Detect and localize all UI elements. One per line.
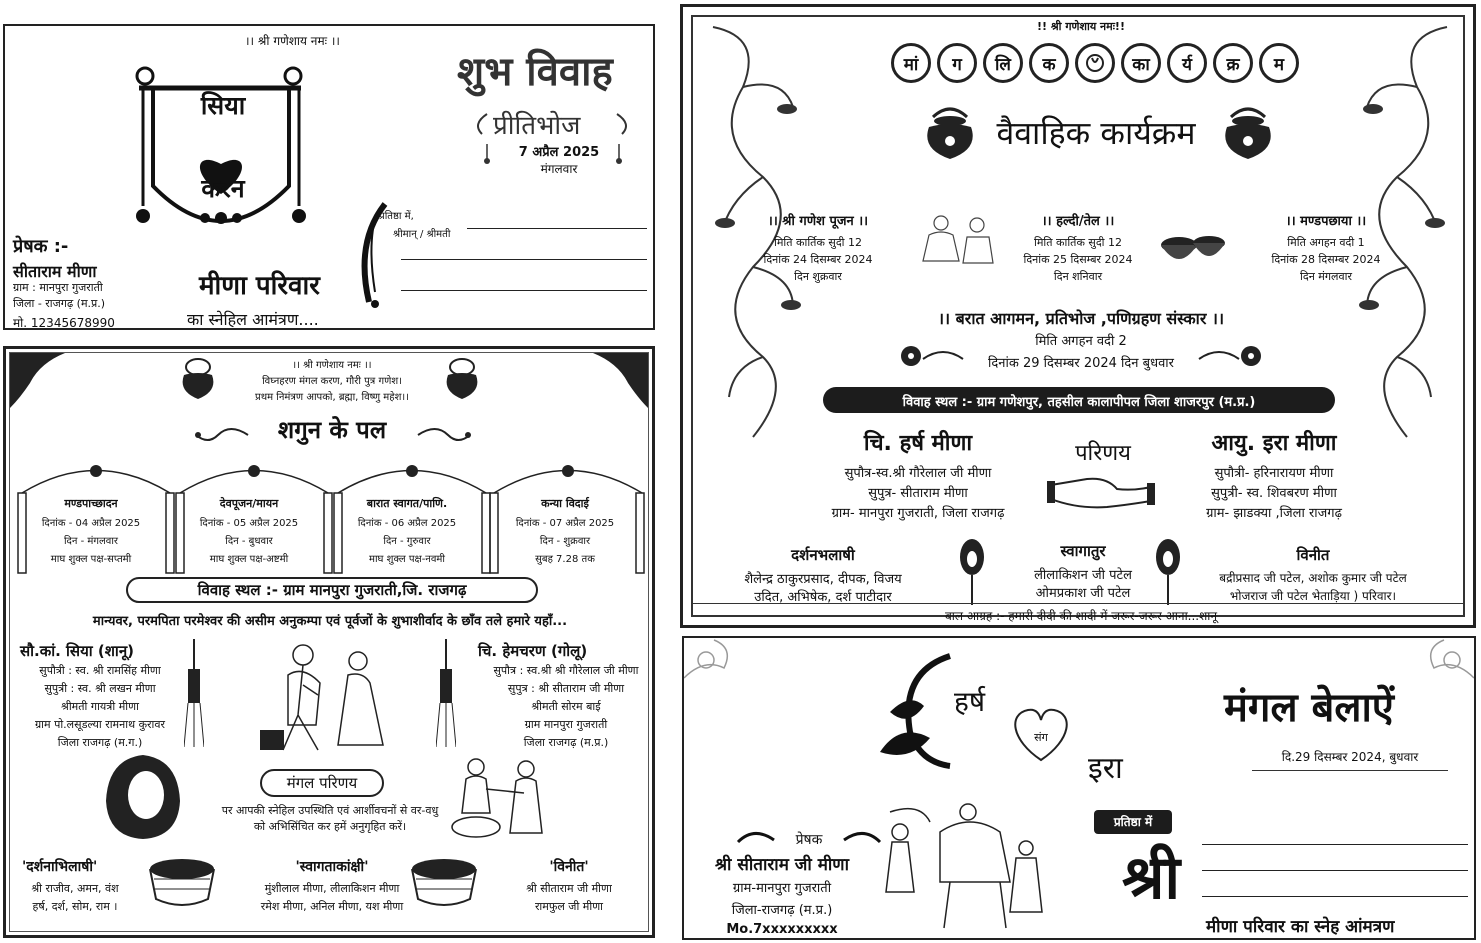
name-ira: इरा xyxy=(1088,751,1123,786)
sender-district: जिला-राजगढ़ (म.प्र.) xyxy=(731,903,833,918)
sender-mobile: मो. 12345678990 xyxy=(13,316,115,330)
mangalik-letter-circle: क्र xyxy=(1213,43,1253,83)
event-date: दिनांक - 04 अप्रैल 2025 xyxy=(41,518,141,529)
title-shagun-ke-pal: शगुन के पल xyxy=(277,415,387,444)
event-day: दिन - गुरुवार xyxy=(383,536,431,547)
child-request: बाल आग्रह :- हमारी दीदी की शादी में जरूर-जरूर आना...शानू xyxy=(944,609,1218,623)
groom-detail-line: ग्राम मानपुरा गुजराती xyxy=(524,718,608,731)
mangalik-letter-circle: र्य xyxy=(1167,43,1207,83)
invitation-text: का स्नेहिल आमंत्रण.... xyxy=(187,310,319,329)
bride-detail-line: सुपौत्री- हरिनारायण मीणा xyxy=(1214,466,1334,481)
mangal-parinay: मंगल परिणय xyxy=(286,774,358,792)
sender-village: ग्राम-मानपुरा गुजराती xyxy=(732,881,832,896)
ganesh-icon xyxy=(1075,43,1115,83)
name-line: ओमप्रकाश जी पटेल xyxy=(1035,586,1131,601)
event-name: देवपूजन/मायन xyxy=(219,497,279,510)
venue: विवाह स्थल :- ग्राम गणेशपुर, तहसील कालापीपल जिला शाजरपुर (म.प्र.) xyxy=(902,395,1256,410)
ornament-flourish-icon xyxy=(190,423,250,447)
title-vaivahik-karyakram: वैवाहिक कार्यक्रम xyxy=(996,114,1196,152)
parinay-label: परिणय xyxy=(1075,441,1131,466)
haldi-bowls-icon xyxy=(1157,229,1229,273)
bride-detail-line: जिला राजगढ़ (म.ग.) xyxy=(57,736,143,749)
name-line: श्री सीताराम जी मीणा xyxy=(526,882,612,895)
event-day: दिन शुक्रवार xyxy=(794,270,842,283)
sang-label: संग xyxy=(1034,731,1048,744)
invitation-card-shubh-vivah xyxy=(3,24,655,330)
event-name: मण्डपाच्छादन xyxy=(64,497,118,510)
event-tithi: मिति अगहन वदी 1 xyxy=(1287,236,1365,249)
peacock-feather-icon xyxy=(1153,537,1183,607)
shloka-line: विघ्नहरण मंगल करण, गौरी पुत्र गणेश। xyxy=(262,376,402,387)
groom-detail-line: सुपुत्र- सीताराम मीणा xyxy=(868,486,968,501)
name-harsh: हर्ष xyxy=(954,685,986,718)
couple-sang: संग xyxy=(214,134,230,148)
corner-floral-icon xyxy=(684,638,744,692)
event-day: मंगलवार xyxy=(540,162,578,176)
divider xyxy=(1252,770,1448,771)
joined-hands-icon xyxy=(1047,465,1157,515)
corner-floral-icon xyxy=(588,353,648,413)
groom-title: चि. हर्ष मीणा xyxy=(863,431,973,456)
kalash-icon xyxy=(442,357,482,403)
blessing-line: को अभिसिंचित कर हमें अनुगृहित करें। xyxy=(253,820,407,833)
event-tithi: मिति कार्तिक सुदी 12 xyxy=(1033,236,1123,249)
couple-name-top: सिया xyxy=(200,91,246,120)
sender-name: सीताराम मीणा xyxy=(13,262,97,281)
corner-floral-icon xyxy=(1414,638,1474,692)
title-preetibhoj: प्रीतिभोज xyxy=(493,111,581,141)
kalash-icon xyxy=(1221,103,1275,163)
divider xyxy=(693,603,1465,604)
mangalik-letter-circle: म xyxy=(1259,43,1299,83)
flower-ornament-icon xyxy=(897,341,967,371)
name-line: लीलाकिशन जी पटेल xyxy=(1034,568,1132,583)
event-date: दिनांक - 06 अप्रैल 2025 xyxy=(357,518,457,529)
event-tithi: मिति कार्तिक सुदी 12 xyxy=(773,236,863,249)
peacock-feather-icon xyxy=(957,537,987,607)
groom-detail-line: सुपौत्र : स्व.श्री श्री गौरेलाल जी मीणा xyxy=(493,664,639,677)
kalash-icon xyxy=(178,357,218,403)
musicians-illustration-icon xyxy=(446,753,556,843)
name-line: रमेश मीणा, अनिल मीणा, यश मीणा xyxy=(260,900,404,913)
bride-detail-line: ग्राम पो.लसूडल्या रामनाथ कुरावर xyxy=(34,718,166,731)
event-name: ।। मण्डपछाया ।। xyxy=(1285,214,1367,229)
swagatatur-title: स्वागातुर xyxy=(1060,542,1106,560)
bride-title: आयु. इरा मीणा xyxy=(1211,431,1337,456)
address-line xyxy=(467,228,647,229)
groom-detail-line: जिला राजगढ़ (म.प्र.) xyxy=(523,736,609,749)
mangalik-letter-circle: मां xyxy=(891,43,931,83)
event-tithi: माघ शुक्ल पक्ष-अष्टमी xyxy=(209,554,289,565)
bride-detail-line: सुपुत्री- स्व. शिवबरण मीणा xyxy=(1211,486,1337,501)
name-line: मुंशीलाल मीणा, लीलाकिशन मीणा xyxy=(264,882,400,895)
sender-district: जिला - राजगढ़ (म.प्र.) xyxy=(13,297,106,310)
bride-detail-line: सुपुत्री : स्व. श्री लखन मीणा xyxy=(44,682,156,695)
mangalik-letter-circle: का xyxy=(1121,43,1161,83)
to-label: प्रतिष्ठा में, xyxy=(379,211,414,222)
invocation: !! श्री गणेशाय नमः!! xyxy=(1037,20,1125,33)
mangalik-letter-circle: लि xyxy=(983,43,1023,83)
sender-village: ग्राम : मानपुरा गुजराती xyxy=(13,281,103,294)
mangalik-letter-circle: क xyxy=(1029,43,1069,83)
ornament-flourish-icon xyxy=(416,423,476,447)
invitation-card-shagun-ke-pal xyxy=(3,346,655,938)
address-line xyxy=(1202,896,1468,897)
event-tithi: माघ शुक्ल पक्ष-सप्तमी xyxy=(50,554,132,565)
invitation-card-vaivahik-karyakram xyxy=(680,4,1476,628)
address-line xyxy=(401,259,647,260)
main-event-date: दिनांक 29 दिसम्बर 2024 दिन बुधवार xyxy=(988,356,1174,371)
address-line xyxy=(401,290,647,291)
venue: विवाह स्थल :- ग्राम मानपुरा गुजराती,जि. राजगढ़ xyxy=(197,581,467,599)
event-day: दिन - बुधवार xyxy=(225,536,273,547)
baraat-procession-icon xyxy=(880,792,1070,932)
to-name-label: श्रीमान् / श्रीमती xyxy=(393,229,451,240)
event-name: कन्या विदाई xyxy=(541,497,589,510)
event-day: दिन - शुक्रवार xyxy=(539,536,591,547)
kalash-icon xyxy=(923,103,977,163)
event-day: दिन मंगलवार xyxy=(1300,270,1352,283)
bride-portrait-icon xyxy=(98,751,188,841)
name-line: रामफुल जी मीणा xyxy=(534,900,604,913)
shloka-line: प्रथम निमंत्रण आपको, ब्रह्मा, विष्णु महेश।। xyxy=(255,392,409,403)
darshanabhilashi-title: दर्शनभलाषी xyxy=(791,546,855,564)
swagatakankshi-title: 'स्वागताकांक्षी' xyxy=(295,859,369,875)
event-date: दिनांक 24 दिसम्बर 2024 xyxy=(763,253,873,266)
shree-calligraphy: श्री xyxy=(1122,843,1181,913)
main-event-tithi: मिति अगहन वदी 2 xyxy=(1035,334,1127,349)
groom-detail-line: सुपुत्र : श्री सीताराम जी मीणा xyxy=(507,682,625,695)
family-invitation: मीणा परिवार का स्नेह आंमत्रण xyxy=(1206,917,1395,937)
flower-ornament-icon xyxy=(1195,341,1265,371)
darshanabhilashi-title: 'दर्शनाभिलाषी' xyxy=(22,859,98,875)
vineet-title: विनीत xyxy=(1296,546,1330,564)
event-tithi: माघ शुक्ल पक्ष-नवमी xyxy=(368,554,445,565)
sender-name: श्री सीताराम जी मीणा xyxy=(715,855,849,875)
to-label: प्रतिष्ठा में xyxy=(1113,815,1153,829)
name-line: शैलेन्द्र ठाकुरप्रसाद, दीपक, विजय xyxy=(744,572,902,587)
blessing-line: पर आपकी स्नेहिल उपस्थिति एवं आर्शीवचनों से वर-वधु xyxy=(221,804,439,817)
event-day: दिन शनिवार xyxy=(1053,270,1103,283)
title-shubh-vivah: शुभ विवाह xyxy=(457,48,613,95)
event-tithi: सुबह 7.28 तक xyxy=(535,554,595,565)
groom-title: चि. हेमचरण (गोलू) xyxy=(478,642,588,660)
bride-title: सौ.कां. सिया (शानू) xyxy=(20,642,135,660)
address-line xyxy=(1202,870,1468,871)
event-date: दिनांक - 07 अप्रैल 2025 xyxy=(515,518,615,529)
invocation: ।। श्री गणेशाय नमः ।। xyxy=(245,34,340,48)
wedding-couple-illustration-icon xyxy=(258,635,398,755)
sender-mobile: Mo.7xxxxxxxxx xyxy=(726,922,838,937)
intro-text: मान्यवर, परमपिता परमेश्वर की असीम अनुकम्पा एवं पूर्वजों के शुभाशीर्वाद के छाँव तले हमारे यहाँ... xyxy=(92,614,568,629)
event-date: दिनांक - 05 अप्रैल 2025 xyxy=(199,518,299,529)
sender-label: प्रेषक xyxy=(795,832,823,848)
name-line: उदित, अभिषेक, दर्श पाटीदार xyxy=(754,590,892,605)
event-pavilion-icon xyxy=(16,453,646,583)
priest-illustration-icon xyxy=(919,211,999,271)
event-date: 7 अप्रैल 2025 xyxy=(518,145,600,160)
couple-name-bottom: करन xyxy=(201,174,245,203)
groom-detail-line: सुपौत्र-स्व.श्री गौरेलाल जी मीणा xyxy=(844,466,992,481)
title-mangal-belaen: मंगल बेलाऐं xyxy=(1224,684,1394,731)
hanging-bell-icon xyxy=(436,639,456,749)
name-line: भोजराज जी पटेल भेताड़िया ) परिवार। xyxy=(1229,589,1397,603)
event-name: बारात स्वागत/पाणि. xyxy=(366,497,448,510)
main-event: ।। बरात आगमन, प्रतिभोज ,पणिग्रहण संस्कार ।। xyxy=(937,309,1225,328)
event-name: ।। श्री गणेश पूजन ।। xyxy=(767,214,869,229)
bride-detail-line: सुपौत्री : स्व. श्री रामसिंह मीणा xyxy=(39,664,161,677)
event-day: दिन - मंगलवार xyxy=(63,536,119,547)
dhol-drum-icon xyxy=(408,857,480,911)
name-line: हर्ष, दर्श, सोम, राम । xyxy=(32,900,118,913)
dhol-drum-icon xyxy=(146,857,218,911)
hanging-bell-icon xyxy=(184,639,204,749)
name-line: श्री राजीव, अमन, वंश xyxy=(31,882,119,895)
vineet-title: 'विनीत' xyxy=(549,859,589,875)
sender-label: प्रेषक :- xyxy=(13,236,69,257)
name-line: बद्रीप्रसाद जी पटेल, अशोक कुमार जी पटेल xyxy=(1219,571,1407,585)
groom-detail-line: श्रीमती सोरम बाई xyxy=(531,700,601,713)
bride-detail-line: ग्राम- झाडक्या ,जिला राजगढ़ xyxy=(1206,506,1342,521)
mangalik-letter-circle: ग xyxy=(937,43,977,83)
family-name: मीणा परिवार xyxy=(199,271,320,301)
event-date: दि.29 दिसम्बर 2024, बुधवार xyxy=(1281,750,1419,764)
event-date: दिनांक 28 दिसम्बर 2024 xyxy=(1271,253,1381,266)
invocation: ।। श्री गणेशाय नमः ।। xyxy=(292,360,372,371)
event-date: दिनांक 25 दिसम्बर 2024 xyxy=(1023,253,1133,266)
bride-detail-line: श्रीमती गायत्री मीणा xyxy=(61,700,139,713)
groom-detail-line: ग्राम- मानपुरा गुजराती, जिला राजगढ़ xyxy=(831,506,1005,521)
corner-floral-icon xyxy=(10,353,70,413)
address-line xyxy=(1202,844,1468,845)
invitation-card-mangal-belaen xyxy=(682,636,1476,940)
event-name: ।। हल्दी/तेल ।। xyxy=(1041,214,1115,229)
